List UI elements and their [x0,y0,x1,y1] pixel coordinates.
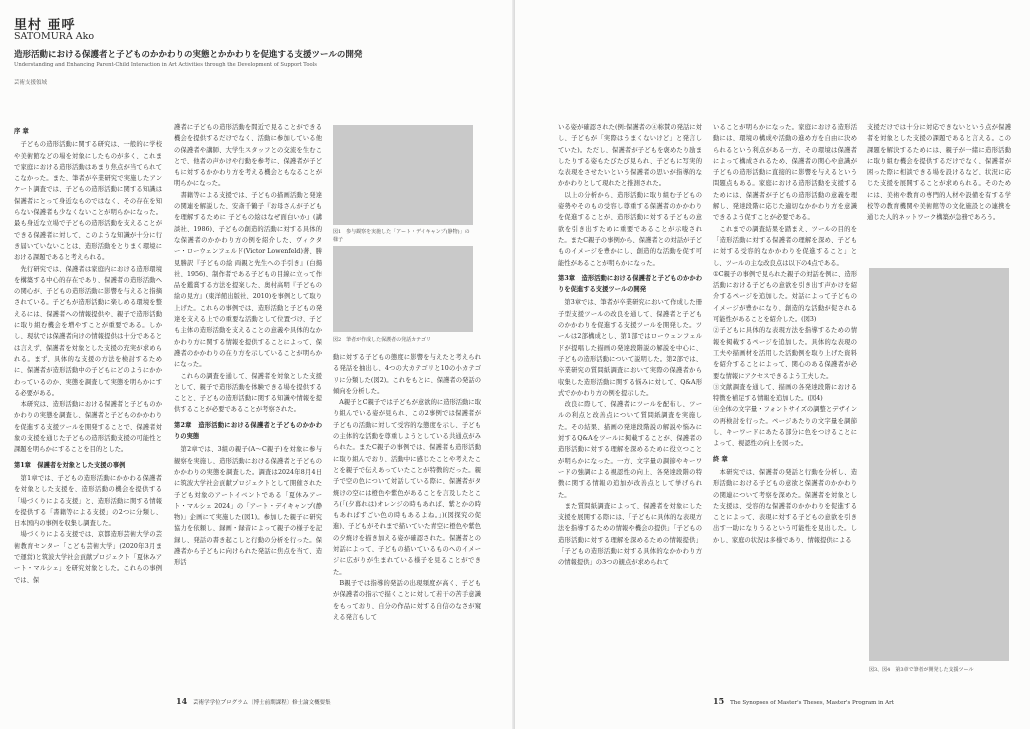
figure-1-caption: 図1 参与観察を実施した「アート・デイキャンプ(静物)」の様子 [333,229,470,243]
right-column-2 [713,122,857,690]
right-page [515,0,1030,729]
section-heading: 第2章 造形活動における保護者と子どものかかわりの実態 [174,421,322,441]
right-column-3 [867,122,1011,262]
body-paragraph: これまでの調査結果を踏まえ、ツールの目的を「造形活動に対する保護者の理解を深め、子どもに対する受容的なかかわりを促進すること」とし、ツールの主な改良点は以下の4点である。 [713,225,857,267]
body-paragraph: 動に対する子どもの態度に影響を与えたと考えられる発話を抽出し、4つの大カテゴリと10の小カテゴリに分類した(図2)。これをもとに、保護者の発話の傾向を分析した。 [333,354,481,395]
thesis-title-en: Understanding and Enhancing Parent-Child Interaction in Art Activities through the Development of Support Tools [14,62,317,68]
body-paragraph: 子どもの造形活動に関する研究は、一般的に学校や美術館などの場を対象にしたものが多く、これまで家庭における造形活動はあまり焦点が当てられてこなかった。また、筆者が卒業研究で実施したアンケート調査では、子どもの造形活動に関する知識は保護者にとって身近なものではなく、その存在を知らない保護者も少なくないことが明らかになった。最も身近な立場で子どもの造形活動を支えることができる保護者に対して、このような知識が十分に行き届いていないことは、造形活動をとりまく環境における課題であると考えられる。 [14,141,162,262]
thesis-title-ja: 造形活動における保護者と子どものかかわりの実態とかかわりを促進する支援ツールの開発 [14,50,363,60]
section-heading: 終 章 [713,455,728,463]
research-field: 芸術支援領域 [14,80,48,86]
body-paragraph: 第1章では、子どもの造形活動にかかわる保護者を対象とした支援を、造形活動の機会を提供する「場づくりによる支援」と、造形活動に関する情報を提供する「書籍等による支援」の2つに分類し、日本国内の事例を収集し調査した。 [14,474,162,528]
left-column-2 [174,122,322,690]
body-paragraph: 本研究は、造形活動における保護者と子どものかかわりの実態を調査し、保護者と子どものかかわりを促進する支援ツールを開発することで、保護者対象の支援を通じた子どもの造形活動支援の可能性と課題を明らかにすることを目的とした。 [14,401,162,454]
footer-text: The Synopses of Master's Theses, Master's Program in Art [730,700,894,706]
body-paragraph: 場づくりによる支援では、京都造形芸術大学の芸術教育センター「こども芸術大学」(2020年3月まで運営)と筑波大学社会貢献プロジェクト「夏休みアート・マルシェ」を研究対象とした。これらの事例では、保 [14,531,162,584]
body-paragraph: ②子どもに具体的な表現方法を指導するための情報を掲載するページを追加した。具体的な表現の工夫や描画材を活用した活動例を取り上げた資料を紹介することによって、関心のある保護者が必要な情報にアクセスできるよう工夫した。 [713,327,857,380]
section-heading: 第3章 造形活動における保護者と子どものかかわりを促進する支援ツールの開発 [558,274,702,294]
right-column-1 [558,122,702,690]
right-footer [713,696,894,706]
section-heading: 第1章 保護者を対象とした支援の事例 [14,461,126,469]
figure-2-caption: 図2 筆者が作成した保護者の発話カテゴリ [333,337,431,343]
author-name-ja: 里村 亜呼 [14,18,76,33]
body-paragraph: いる姿が確認された(例:保護者の④称賛の発話に対し、子どもが「実際はうまくないけど」と発言していた)。ただし、保護者が子どもを褒めたり励ましたりする姿もたびたび見られ、子どもに写実的な表現をさせたいという保護者の思いが指導的なかかわりとして現れたと推測された。 [558,124,702,188]
left-footer [176,696,331,706]
footer-text: 芸術学学位プログラム〔博士前期課程〕修士論文概要集 [193,700,331,706]
section-heading: 序 章 [14,128,29,135]
left-column-3 [333,352,481,690]
body-paragraph: ①C親子の事例で見られた親子の対話を例に、造形活動における子どもの意欲を引き出す声かけを紹介するページを追加した。対話によって子どものイメージが豊かになり、創造的な活動が促される可能性があることを紹介した。(図3) [713,270,857,324]
body-paragraph: ④全体の文字量・フォントサイズの調整とデザインの再検討を行った。ページあたりの文字量を調節し、キーワードにあたる部分に色をつけることによって、視認性の向上を図った。 [713,406,857,448]
body-paragraph: これらの調査を通して、保護者を対象とした支援として、親子で造形活動を体験できる場を提供することと、子どもの造形活動に関する知識や情報を提供することが必要であることが考察された。 [174,372,322,414]
page-number: 14 [176,696,188,706]
figure-2-diagram [333,246,473,332]
body-paragraph: いることが明らかになった。家庭における造形活動には、環境の構成や活動の進め方を自由に決められるという利点がある一方、その環境は保護者によって構成されるため、保護者の関心や意識が子どもの造形活動に直接的に影響を与えるという問題点もある。家庭における造形活動を支援するためには、保護者が子どもの造形活動の意義を理解し、発達段階に応じた適切なかかわり方を意識できるよう促すことが必要である。 [713,124,857,222]
body-paragraph: 支援だけでは十分に対応できないという点が保護者を対象とした支援の課題であると言える。この課題を解決するためには、親子が一緒に造形活動に取り組む機会を提供するだけでなく、保護者が困った際に相談できる場を設けるなど、状況に応じた支援を展開することが求められる。そのためには、美術や教育の専門的人材や設備を有する学校等の教育機関や美術館等の文化施設との連携を通じた人的ネットワーク構築が急務であろう。 [867,124,1011,222]
body-paragraph: 改良に際して、保護者にツールを配布し、ツールの利点と改善点について質問紙調査を実施した。その結果、描画の発達段階説の解説や悩みに対するQ&Aをツールに掲載することが、保護者の造形活動に対する理解を深めるために役立つことが明らかになった。一方、文字量の調節やキーワードの強調による視認性の向上、各発達段階の特徴に関する情報の追加が改善点として挙げられた。 [558,401,702,499]
body-paragraph: 第3章では、筆者が卒業研究において作成した冊子型支援ツールの改良を通して、保護者と子どものかかわりを促進する支援ツールを開発した。ツールは2部構成とし、第1部ではローウェンフェルドが提唱した描画の発達段階説の解説を中心に、子どもの造形活動について説明した。第2部では、卒業研究の質問紙調査において実際の保護者から収集した造形活動に関する悩みに対して、Q&A形式でかかわり方の例を提示した。 [558,299,702,397]
figure-3-4-caption: 図3、図4 第3章で筆者が開発した支援ツール [869,667,974,673]
body-paragraph: ③文献調査を通して、描画の各発達段階における特徴を補足する情報を追加した。(図4) [713,383,857,403]
figure-3-4-image [869,268,1009,661]
left-column-1 [14,122,162,690]
body-paragraph: 書籍等による支援では、子どもの描画活動と発達の関連を解説した、安斎千鶴子『お母さんが子どもを理解するために 子どもの絵はなぜ面白いか』(講談社、1986)、子どもの創造的活動に対する具体的な保護者のかかわり方の例を紹介した、ヴィクター・ローウェンフェルド(Victor Lowenfeld)著、勝見勝訳『子どもの絵 両親と先生への手引き』(白揚社、1956)、制作者である子どもの目線に立って作品を鑑賞する方法を提案した、奥村高明『子どもの絵の見方』(東洋館出版社、2010)を事例として取り上げた。これらの事例では、造形活動と子どもの発達を支える上での重要な活動として位置づけ、子ども主体の造形活動を支えることの意義や具体的なかかわり方に関する情報を提供することによって、保護者のかかわりの在り方を示していることが明らかになった。 [174,191,322,369]
page-number: 15 [713,696,725,706]
body-paragraph: 以上の分析から、造形活動に取り組む子どもの姿勢やそのもの受容し尊重する保護者のかかわりを促進することが、造形活動に対する子どもの意欲を引き出すために重要であることが示唆された。またC親子の事例から、保護者との対話が子どものイメージを豊かにし、創造的な活動を促す可能性があることが明らかになった。 [558,191,702,267]
figure-1-photo [333,125,473,225]
body-paragraph: 本研究では、保護者の発話と行動を分析し、造形活動における子どもの意欲と保護者のかかわりの関連について考察を深めた。保護者を対象とした支援は、受容的な保護者のかかわりを促進することによって、表現に対する子どもの意欲を引き出す一助になりうるという可能性を見出した。しかし、家庭の状況は多様であり、情報提供による [713,468,857,544]
body-paragraph: 第2章では、3組の親子(A～C親子)を対象に参与観察を実施し、造形活動における保護者と子どものかかわりの実態を調査した。調査は2024年8月4日に筑波大学社会貢献プロジェクトとして開催された子ども対象のアートイベントである「夏休みアート・マルシェ 2024」の「アート・デイキャンプ(静物)」企画にて実施した(図1)。参加した親子に研究協力を依頼し、録画・録音によって親子の様子を記録し、発話の書き起こしと行動の分析を行った。保護者から子どもに向けられた発話に焦点を当て、造形活 [174,446,322,567]
body-paragraph: B親子では指導的発話の出現頻度が高く、子どもが保護者の指示で描くことに対して若干の苦手意識をもっており、自分の作品に対する自信のなさが窺える発言もして [333,579,481,621]
author-name-en: SATOMURA Ako [14,31,95,42]
body-paragraph: また質問紙調査によって、保護者を対象にした支援を展開する際には、「子どもに具体的な表現方法を指導するための情報や機会の提供」「子どもの造形活動に対する理解を深めるための情報提供」「子どもの造形活動に対する具体的なかかわり方の情報提供」の3つの観点が求められて [558,502,702,567]
body-paragraph: 護者に子どもの造形活動を間近で見ることができる機会を提供するだけでなく、活動に参加している他の保護者や講師、大学生スタッフとの交流を生むことで、他者の声かけや行動を参考に、保護者が子どもに対するかかわり方を考える機会ともなることが明らかになった。 [174,124,322,188]
body-paragraph: 先行研究では、保護者は家庭内における造形環境を構築する中心的存在であり、保護者の造形活動への関心が、子どもの造形活動に影響を与えると指摘されている。子どもが造形活動に楽しめる環境を整えるには、保護者への情報提供や、親子で造形活動に取り組む機会を増やすことが重要である。しかし、現状では保護者向けの情報提供は十分であるとは言えず、保護者を対象とした支援の充実が求められる。まず、具体的な支援の方法を検討するために、保護者が造形活動中の子どもにどのようにかかわっているのか、実態を調査して実態を明らかにする必要がある。 [14,265,162,397]
body-paragraph: A親子とC親子では子どもが意欲的に造形活動に取り組んでいる姿が見られ、この2事例では保護者が子どもの活動に対して受容的な態度を示し、子どもの主体的な活動を尊重しようとしている共通点がみられた。またC親子の事例では、保護者も造形活動に取り組んでおり、活動中に感じたことや考えたことを親子で伝えあっていたことが特徴的だった。親子で空の色について対話している際に、保護者がタ焼けの空には橙色や紫色があることを言及したところ(「(夕暮れは)オレンジの時もあれば、紫とかの時もあればすごい色の時もあるよね。」)(図探究の促進)、子どもがそれまで描いていた青空に橙色や紫色の夕焼けを描き加える姿が確認された。保護者との対話によって、子どもの描いているものへのイメージに広がりが生まれている様子を見ることができた。 [333,399,481,576]
